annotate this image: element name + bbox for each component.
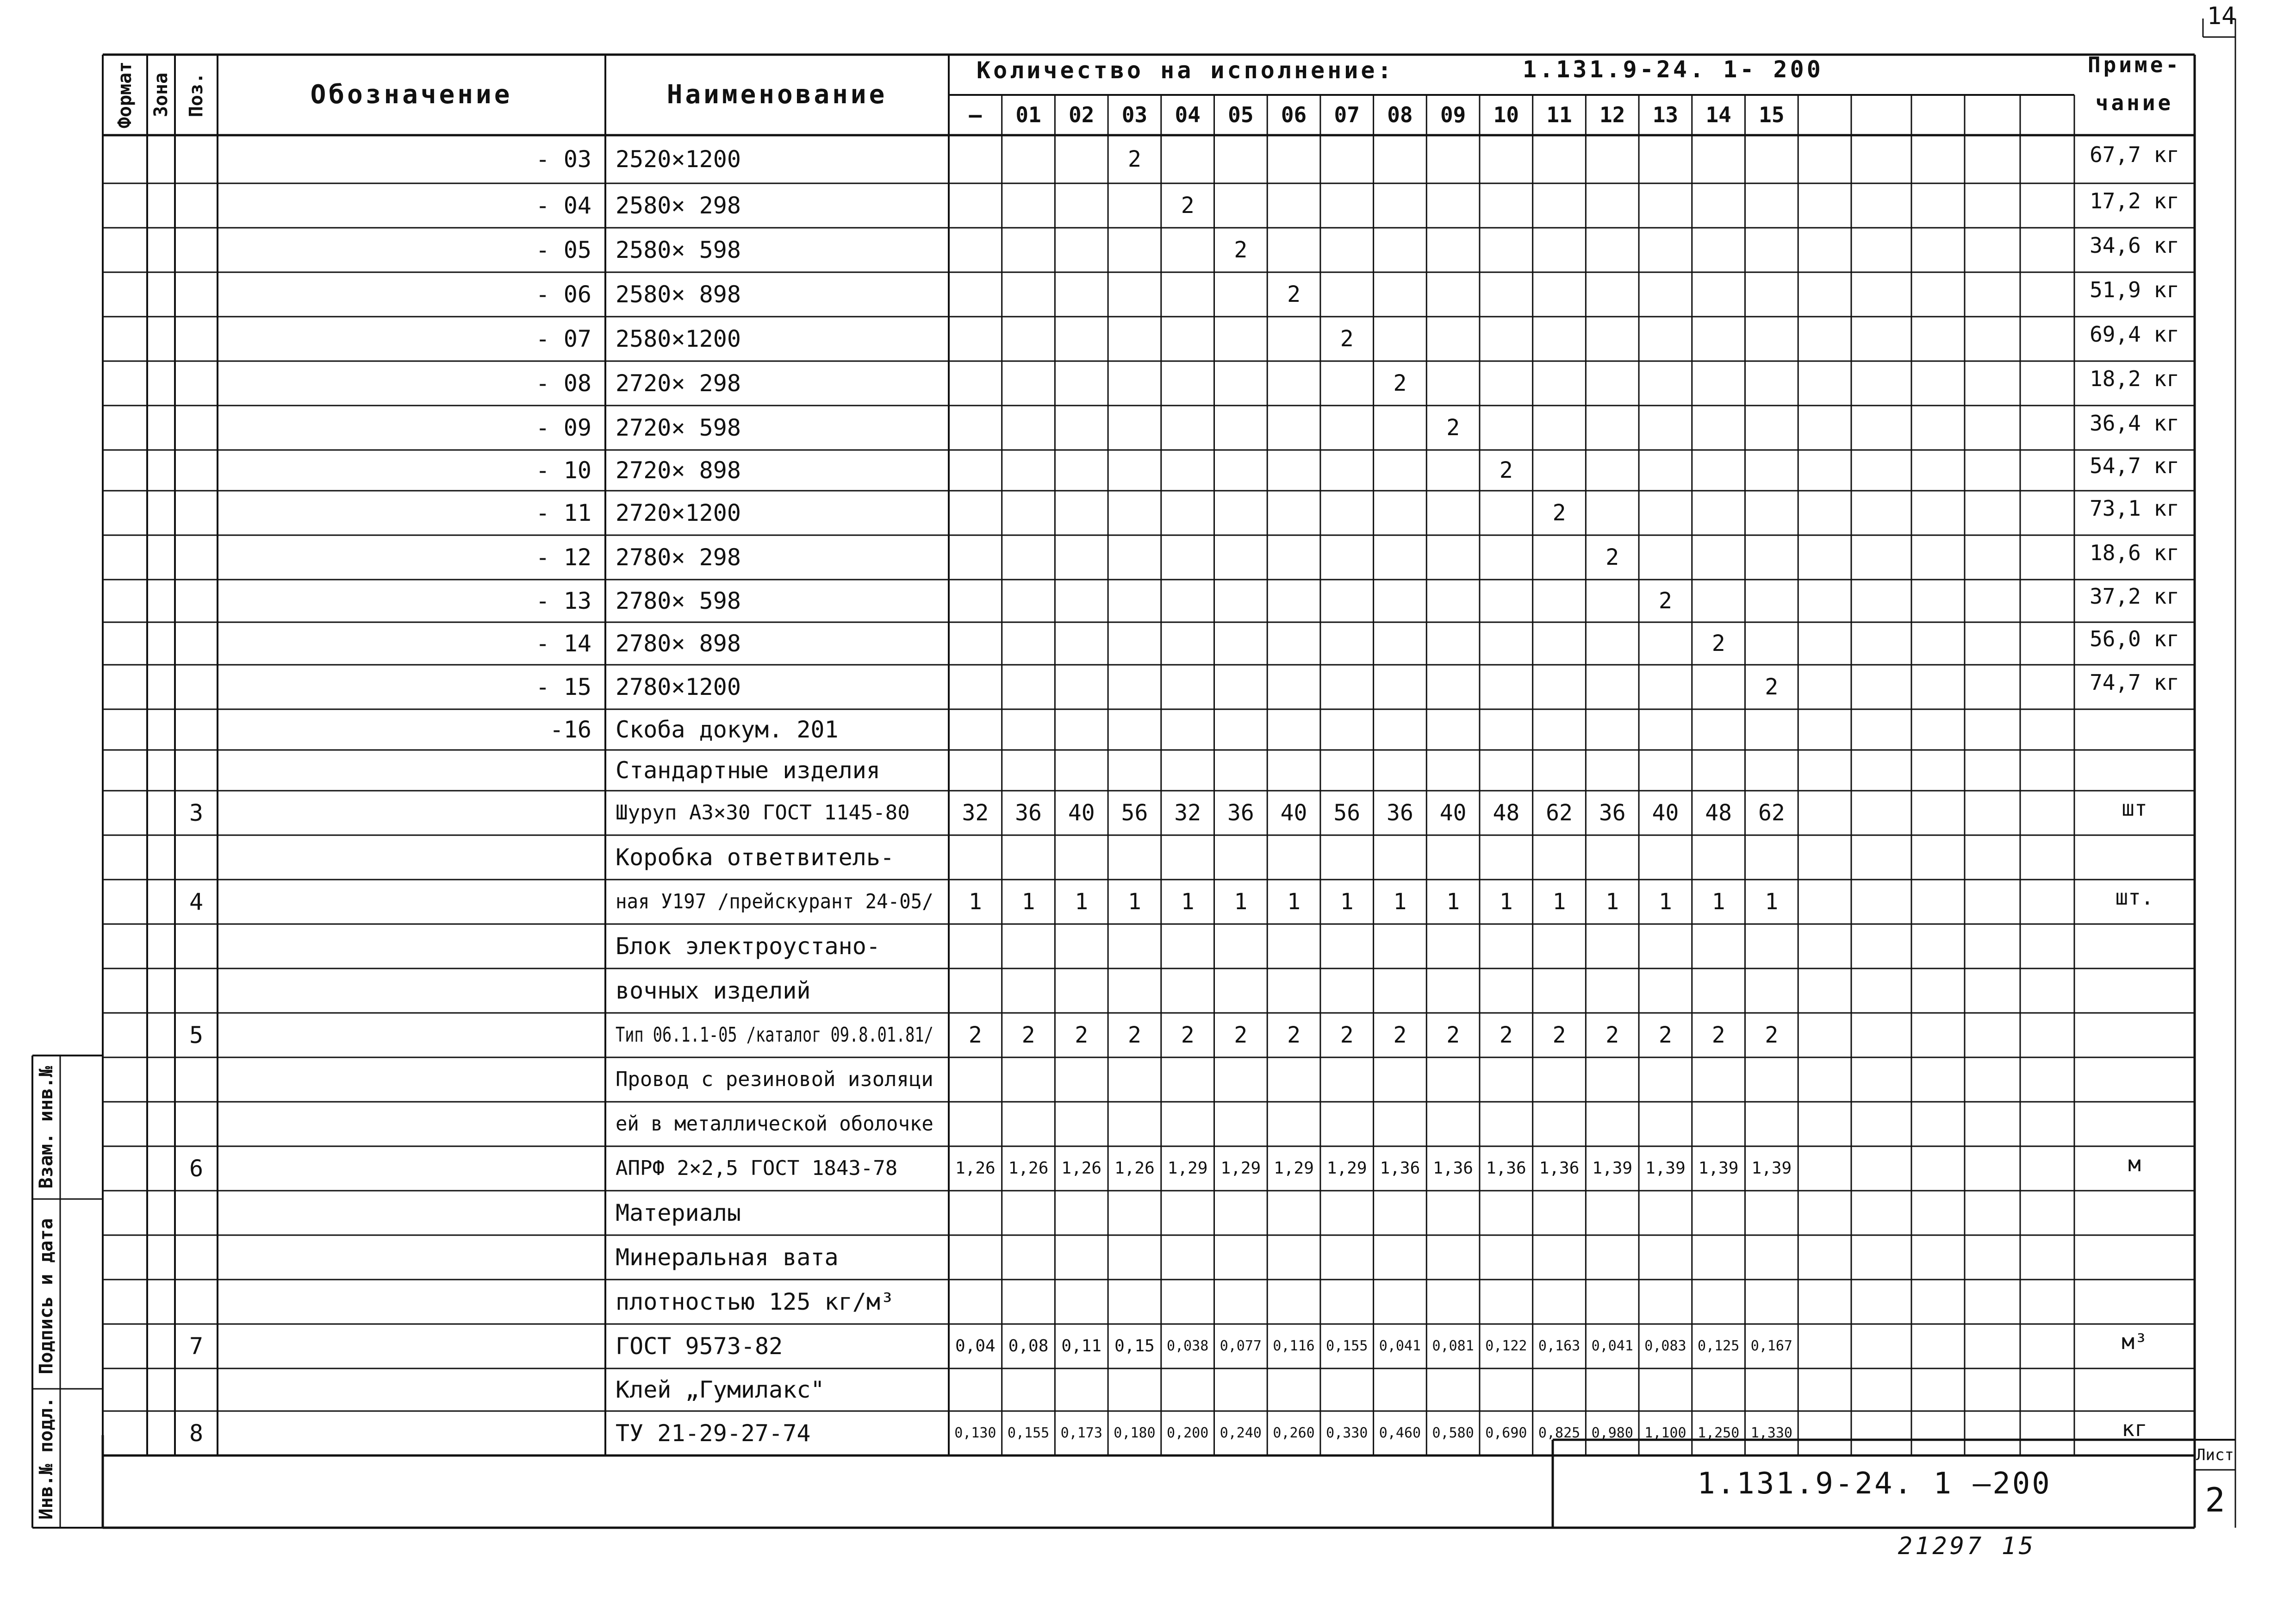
qty-cell: 0,200 <box>1166 1425 1209 1441</box>
qty-cell: 1 <box>1711 889 1725 915</box>
designation-cell: - 05 <box>535 237 591 263</box>
qty-cell: 0,167 <box>1750 1338 1792 1354</box>
qty-cell: 0,081 <box>1432 1338 1474 1354</box>
qty-header-label: Количество на исполнение: <box>977 57 1394 84</box>
name-cell: 2780× 898 <box>616 630 741 657</box>
pos-cell: 5 <box>189 1022 204 1049</box>
variant-header-11: 11 <box>1546 102 1572 127</box>
variant-header-12: 12 <box>1599 102 1625 127</box>
qty-cell: 36 <box>1015 800 1042 826</box>
designation-cell: - 09 <box>535 414 591 441</box>
qty-cell: 1 <box>1446 889 1460 915</box>
qty-cell: 1,330 <box>1750 1425 1792 1441</box>
name-cell: Материалы <box>616 1199 741 1226</box>
qty-cell: 2 <box>1658 1022 1672 1048</box>
name-cell: 2780× 598 <box>616 587 741 614</box>
note-cell: м³ <box>2122 1329 2147 1354</box>
qty-cell: 1,29 <box>1274 1159 1314 1178</box>
qty-cell: 0,122 <box>1485 1338 1527 1354</box>
variant-header-03: 03 <box>1121 102 1148 127</box>
name-cell: плотностью 125 кг/м³ <box>616 1288 895 1315</box>
qty-cell: 1 <box>1499 889 1513 915</box>
variant-header-09: 09 <box>1440 102 1466 127</box>
qty-cell: 1 <box>1287 889 1300 915</box>
designation-cell: - 15 <box>535 674 591 700</box>
qty-cell: 1,26 <box>955 1159 996 1178</box>
variant-header-05: 05 <box>1228 102 1254 127</box>
name-cell: ТУ 21-29-27-74 <box>616 1420 811 1447</box>
qty-cell: 1,36 <box>1380 1159 1420 1178</box>
note-cell: 54,7 кг <box>2090 453 2179 478</box>
qty-cell: 1,100 <box>1644 1425 1686 1441</box>
qty-cell: 0,08 <box>1008 1337 1049 1355</box>
name-cell: вочных изделий <box>616 977 811 1004</box>
qty-cell: 32 <box>962 800 989 826</box>
variant-header-base: — <box>969 102 982 127</box>
qty-cell: 0,155 <box>1007 1425 1050 1441</box>
variant-header-07: 07 <box>1334 102 1360 127</box>
qty-cell: 1,39 <box>1698 1159 1739 1178</box>
name-cell: Скоба докум. 201 <box>616 716 839 743</box>
side-label-replacement: Взам. инв.№ <box>36 1066 57 1189</box>
name-cell: 2720× 298 <box>616 370 741 397</box>
qty-cell: 1,26 <box>1114 1159 1155 1178</box>
qty-cell: 1,29 <box>1167 1159 1208 1178</box>
name-cell: 2520×1200 <box>616 146 741 173</box>
name-cell: 2580×1200 <box>616 325 741 352</box>
qty-cell: 2 <box>1446 1022 1460 1048</box>
qty-cell: 1 <box>1658 889 1672 915</box>
name-cell: 2780×1200 <box>616 674 741 700</box>
qty-cell: 2 <box>1127 146 1141 172</box>
designation-cell: - 06 <box>535 281 591 308</box>
qty-cell: 0,125 <box>1697 1338 1740 1354</box>
side-label-signature-date: Подпись и дата <box>36 1218 57 1374</box>
col-designation-header: Обозначение <box>310 80 513 110</box>
qty-cell: 1,29 <box>1326 1159 1367 1178</box>
variant-header-02: 02 <box>1069 102 1095 127</box>
note-cell: 56,0 кг <box>2090 626 2179 651</box>
qty-cell: 2 <box>1075 1022 1089 1048</box>
name-cell: ей в металлической оболочке <box>616 1112 933 1136</box>
qty-cell: 1,26 <box>1061 1159 1102 1178</box>
note-cell: 34,6 кг <box>2090 233 2179 258</box>
note-cell: 18,6 кг <box>2090 540 2179 565</box>
qty-cell: 0,038 <box>1166 1338 1209 1354</box>
variant-header-13: 13 <box>1652 102 1679 127</box>
qty-cell: 0,155 <box>1326 1338 1368 1354</box>
qty-cell: 2 <box>1658 588 1672 614</box>
qty-cell: 48 <box>1493 800 1520 826</box>
note-cell: кг <box>2122 1416 2147 1441</box>
note-cell: 67,7 кг <box>2090 142 2179 167</box>
designation-cell: - 04 <box>535 192 591 219</box>
name-cell: ГОСТ 9573-82 <box>616 1333 783 1360</box>
note-cell: 74,7 кг <box>2090 670 2179 695</box>
name-cell: Блок электроустано- <box>616 933 880 960</box>
qty-cell: 1,29 <box>1220 1159 1261 1178</box>
col-name-header: Наименование <box>666 80 888 110</box>
designation-cell: - 03 <box>535 146 591 173</box>
qty-cell: 1 <box>1552 889 1566 915</box>
note-cell: 18,2 кг <box>2090 366 2179 391</box>
qty-cell: 2 <box>1499 457 1513 483</box>
variant-header-06: 06 <box>1281 102 1307 127</box>
qty-cell: 2 <box>1393 1022 1407 1048</box>
qty-cell: 0,460 <box>1379 1425 1421 1441</box>
note-cell: 37,2 кг <box>2090 584 2179 609</box>
qty-cell: 2 <box>1393 370 1407 396</box>
qty-cell: 2 <box>1287 281 1300 307</box>
qty-cell: 2 <box>1340 326 1354 352</box>
name-cell: 2580× 298 <box>616 192 741 219</box>
qty-cell: 0,163 <box>1538 1338 1580 1354</box>
qty-cell: 0,173 <box>1060 1425 1102 1441</box>
name-cell: 2580× 898 <box>616 281 741 308</box>
qty-cell: 0,077 <box>1220 1338 1262 1354</box>
qty-cell: 1 <box>1181 889 1195 915</box>
note-cell: 73,1 кг <box>2090 496 2179 521</box>
qty-cell: 56 <box>1333 800 1361 826</box>
name-cell: Провод с резиновой изоляци <box>616 1068 933 1091</box>
qty-cell: 2 <box>1552 1022 1566 1048</box>
qty-cell: 32 <box>1174 800 1201 826</box>
variant-header-04: 04 <box>1175 102 1201 127</box>
side-label-inventory: Инв.№ подл. <box>36 1397 57 1520</box>
stamp-document-code: 1.131.9-24. 1 —200 <box>1697 1467 2052 1501</box>
qty-cell: 62 <box>1758 800 1785 826</box>
name-cell: Стандартные изделия <box>616 757 880 784</box>
col-note-header-2: чание <box>2095 90 2174 115</box>
qty-cell: 40 <box>1280 800 1307 826</box>
qty-cell: 0,690 <box>1485 1425 1527 1441</box>
qty-cell: 36 <box>1227 800 1254 826</box>
qty-cell: 0,15 <box>1114 1337 1155 1355</box>
note-cell: 69,4 кг <box>2090 322 2179 347</box>
qty-cell: 2 <box>1340 1022 1354 1048</box>
qty-cell: 2 <box>968 1022 982 1048</box>
name-cell: 2780× 298 <box>616 544 741 571</box>
qty-cell: 2 <box>1499 1022 1513 1048</box>
qty-cell: 2 <box>1234 237 1248 263</box>
qty-cell: 1,39 <box>1645 1159 1686 1178</box>
note-cell: шт <box>2122 796 2147 821</box>
designation-cell: - 14 <box>535 630 591 657</box>
qty-cell: 2 <box>1605 1022 1619 1048</box>
qty-cell: 1,39 <box>1592 1159 1633 1178</box>
note-cell: 36,4 кг <box>2090 411 2179 436</box>
qty-cell: 0,180 <box>1114 1425 1156 1441</box>
qty-cell: 1 <box>1340 889 1354 915</box>
col-zone-header: Зона <box>150 72 172 118</box>
qty-cell: 0,041 <box>1591 1338 1633 1354</box>
qty-cell: 0,825 <box>1538 1425 1580 1441</box>
stamp-list-label: Лист <box>2196 1446 2234 1464</box>
name-cell: АПРФ 2×2,5 ГОСТ 1843-78 <box>616 1156 898 1180</box>
col-note-header-1: Приме- <box>2087 52 2182 77</box>
qty-cell: 62 <box>1546 800 1573 826</box>
variant-header-15: 15 <box>1759 102 1785 127</box>
note-cell: м <box>2128 1151 2141 1176</box>
designation-cell: -16 <box>549 716 591 743</box>
qty-cell: 36 <box>1599 800 1626 826</box>
qty-cell: 0,580 <box>1432 1425 1474 1441</box>
qty-cell: 2 <box>1021 1022 1035 1048</box>
qty-cell: 0,041 <box>1379 1338 1421 1354</box>
stamp-list-number: 2 <box>2205 1480 2225 1519</box>
qty-cell: 1 <box>1021 889 1035 915</box>
designation-cell: - 13 <box>535 587 591 614</box>
qty-cell: 56 <box>1121 800 1148 826</box>
qty-cell: 2 <box>1552 500 1566 526</box>
qty-cell: 1 <box>1765 889 1779 915</box>
qty-cell: 2 <box>1711 631 1725 656</box>
qty-cell: 1 <box>1127 889 1141 915</box>
note-cell: шт. <box>2115 885 2154 910</box>
designation-cell: - 11 <box>535 500 591 526</box>
qty-cell: 40 <box>1068 800 1095 826</box>
name-cell: 2720× 898 <box>616 457 741 484</box>
qty-cell: 0,116 <box>1273 1338 1315 1354</box>
qty-cell: 2 <box>1446 415 1460 441</box>
qty-header-doc: 1.131.9-24. 1- 200 <box>1523 56 1823 83</box>
qty-cell: 0,130 <box>954 1425 996 1441</box>
name-cell: Тип 06.1.1-05 /каталог 09.8.01.81/ <box>616 1023 933 1047</box>
name-cell: 2720×1200 <box>616 500 741 526</box>
qty-cell: 1 <box>1393 889 1407 915</box>
designation-cell: - 10 <box>535 457 591 484</box>
qty-cell: 1 <box>1075 889 1089 915</box>
qty-cell: 1,26 <box>1008 1159 1049 1178</box>
pos-cell: 7 <box>189 1333 204 1360</box>
qty-cell: 1,36 <box>1486 1159 1526 1178</box>
qty-cell: 2 <box>1605 544 1619 570</box>
qty-cell: 2 <box>1127 1022 1141 1048</box>
qty-cell: 2 <box>1181 193 1195 219</box>
qty-cell: 36 <box>1387 800 1413 826</box>
pos-cell: 8 <box>189 1420 204 1447</box>
qty-cell: 1,39 <box>1751 1159 1792 1178</box>
qty-cell: 40 <box>1439 800 1467 826</box>
qty-cell: 0,980 <box>1591 1425 1633 1441</box>
qty-cell: 1,36 <box>1433 1159 1473 1178</box>
qty-cell: 40 <box>1652 800 1679 826</box>
qty-cell: 48 <box>1705 800 1732 826</box>
name-cell: Шуруп А3×30 ГОСТ 1145-80 <box>616 801 910 824</box>
qty-cell: 2 <box>1765 674 1779 700</box>
qty-cell: 1 <box>968 889 982 915</box>
archive-number: 21297 15 <box>1898 1532 2036 1560</box>
designation-cell: - 07 <box>535 325 591 352</box>
page-number-top: 14 <box>2207 2 2236 30</box>
name-cell: 2720× 598 <box>616 414 741 441</box>
qty-cell: 2 <box>1765 1022 1779 1048</box>
variant-header-10: 10 <box>1493 102 1519 127</box>
qty-cell: 1,250 <box>1697 1425 1740 1441</box>
variant-header-01: 01 <box>1015 102 1041 127</box>
qty-cell: 0,260 <box>1273 1425 1315 1441</box>
note-cell: 51,9 кг <box>2090 277 2179 302</box>
variant-header-14: 14 <box>1705 102 1731 127</box>
qty-cell: 2 <box>1287 1022 1300 1048</box>
variant-header-08: 08 <box>1387 102 1413 127</box>
note-cell: 17,2 кг <box>2090 188 2179 213</box>
name-cell: 2580× 598 <box>616 237 741 263</box>
col-format-header: Формат <box>114 61 136 129</box>
name-cell: Минеральная вата <box>616 1244 839 1271</box>
pos-cell: 3 <box>189 800 204 826</box>
col-pos-header: Поз. <box>186 72 207 118</box>
qty-cell: 1 <box>1234 889 1248 915</box>
designation-cell: - 08 <box>535 370 591 397</box>
qty-cell: 1 <box>1605 889 1619 915</box>
name-cell: Коробка ответвитель- <box>616 844 895 871</box>
qty-cell: 0,11 <box>1061 1337 1102 1355</box>
qty-cell: 0,330 <box>1326 1425 1368 1441</box>
pos-cell: 4 <box>189 888 204 915</box>
qty-cell: 1,36 <box>1539 1159 1580 1178</box>
qty-cell: 2 <box>1234 1022 1248 1048</box>
qty-cell: 0,083 <box>1644 1338 1686 1354</box>
qty-cell: 0,240 <box>1220 1425 1262 1441</box>
qty-cell: 2 <box>1711 1022 1725 1048</box>
pos-cell: 6 <box>189 1155 204 1182</box>
qty-cell: 2 <box>1181 1022 1195 1048</box>
name-cell: ная У197 /прейскурант 24-05/ <box>616 890 933 913</box>
designation-cell: - 12 <box>535 544 591 571</box>
name-cell: Клей „Гумилакс" <box>616 1376 825 1403</box>
qty-cell: 0,04 <box>955 1337 996 1355</box>
